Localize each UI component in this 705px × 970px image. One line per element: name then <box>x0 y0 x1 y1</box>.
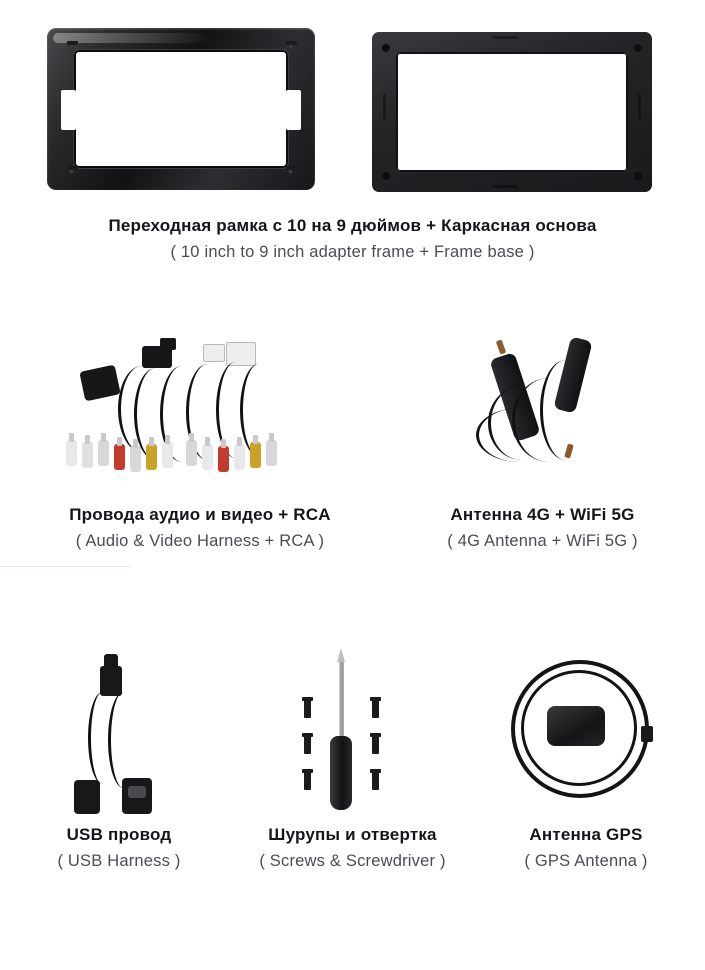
gps-caption <box>475 824 697 873</box>
item-gps-antenna <box>475 640 697 873</box>
section-accessories <box>0 640 705 940</box>
item-screws-screwdriver <box>230 640 475 873</box>
section-harness-antenna <box>0 320 705 610</box>
screws-caption-ru: Шурупы и отвертка <box>268 825 437 844</box>
section-frames <box>0 0 705 300</box>
frames-caption-ru: Переходная рамка с 10 на 9 дюймов + Каркасная основа <box>108 216 597 235</box>
adapter-frame-glossy-icon <box>47 28 315 190</box>
audio-video-harness-rca-icon <box>10 320 390 500</box>
harness-caption-ru: Провода аудио и видео + RCA <box>69 505 331 524</box>
screws-and-screwdriver-icon <box>230 640 475 820</box>
frames-caption-en: ( 10 inch to 9 inch adapter frame + Frame base ) <box>170 243 535 262</box>
antenna4g-caption <box>390 504 695 553</box>
frames-image-row <box>0 0 705 190</box>
scan-hairline <box>0 566 130 567</box>
4g-wifi-antenna-icon <box>390 320 695 500</box>
gps-caption-ru: Антенна GPS <box>529 825 643 844</box>
gps-caption-en: ( GPS Antenna ) <box>524 852 648 871</box>
item-audio-video-harness <box>10 320 390 553</box>
screws-caption <box>230 824 475 873</box>
usb-cable-icon <box>8 640 230 820</box>
frames-caption <box>0 215 705 264</box>
usb-caption-ru: USB провод <box>66 825 172 844</box>
harness-caption-en: ( Audio & Video Harness + RCA ) <box>75 532 325 551</box>
harness-caption <box>10 504 390 553</box>
usb-caption <box>8 824 230 873</box>
frame-base-matte-icon <box>372 32 652 192</box>
item-usb-cable <box>8 640 230 873</box>
usb-caption-en: ( USB Harness ) <box>57 852 181 871</box>
screws-caption-en: ( Screws & Screwdriver ) <box>259 852 446 871</box>
antenna4g-caption-en: ( 4G Antenna + WiFi 5G ) <box>447 532 638 551</box>
gps-antenna-icon <box>475 640 697 820</box>
antenna4g-caption-ru: Антенна 4G + WiFi 5G <box>450 505 635 524</box>
item-4g-antenna <box>390 320 695 553</box>
